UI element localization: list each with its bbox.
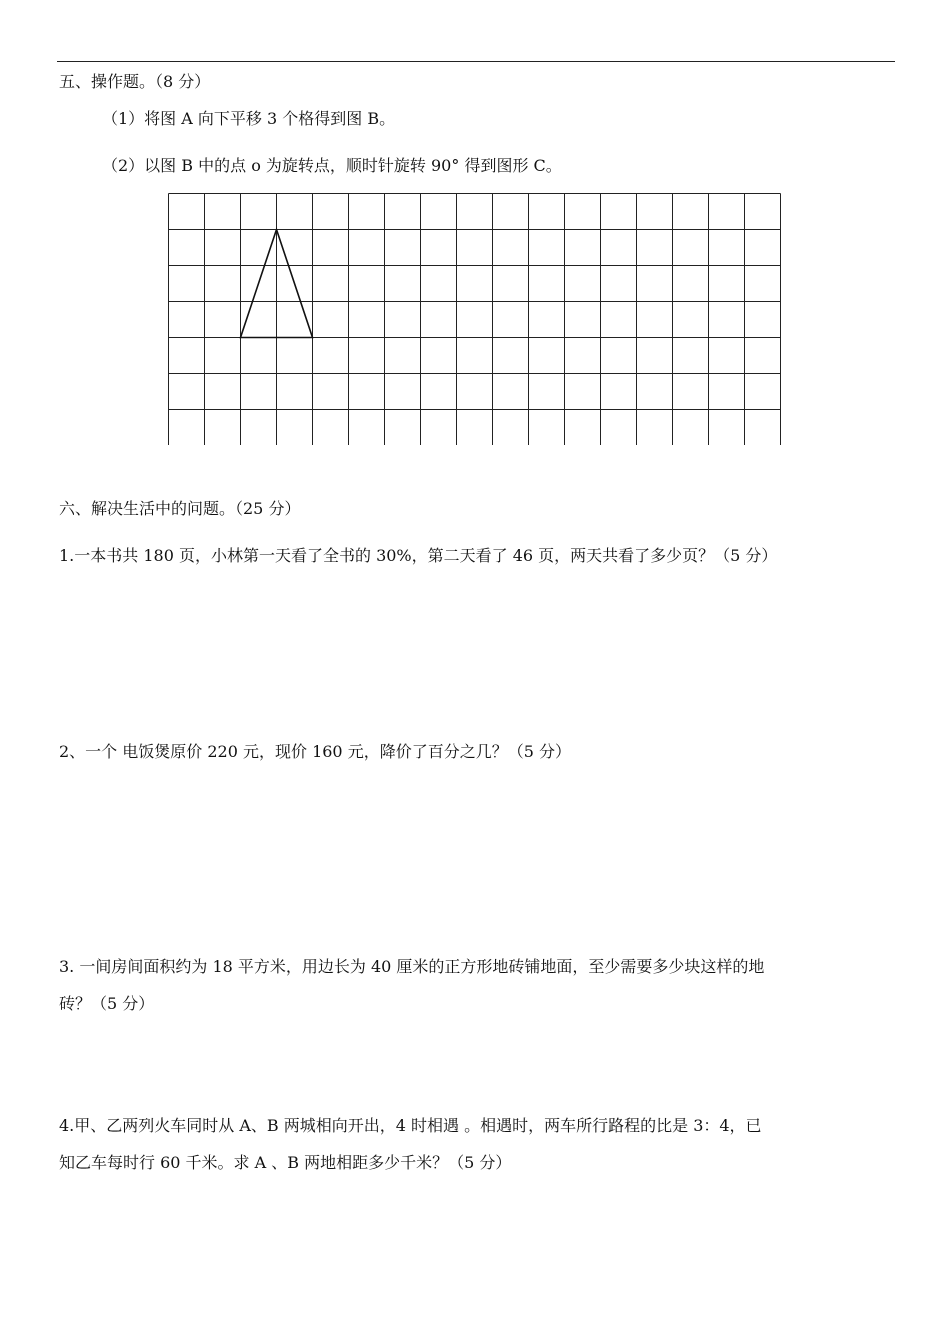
problem-3-line-1: 3. 一间房间面积约为 18 平方米，用边长为 40 厘米的正方形地砖铺地面，至少需要多少块这样的地 (59, 957, 765, 976)
square-grid (168, 193, 784, 445)
section-5-question-1: （1）将图 A 向下平移 3 个格得到图 B。 (102, 109, 396, 128)
section-6-title: 六、解决生活中的问题。（25 分） (59, 499, 301, 518)
top-rule (57, 61, 895, 62)
problem-4-line-2: 知乙车每时行 60 千米。求 A 、B 两地相距多少千米？（5 分） (59, 1153, 512, 1172)
problem-3-line-2: 砖？（5 分） (59, 994, 155, 1013)
problem-1: 1.一本书共 180 页，小林第一天看了全书的 30%，第二天看了 46 页，两天共看了多少页？（5 分） (59, 546, 778, 565)
section-5-question-2: （2）以图 B 中的点 o 为旋转点，顺时针旋转 90° 得到图形 C。 (102, 156, 562, 175)
problem-2: 2、一个 电饭煲原价 220 元，现价 160 元，降价了百分之几？（5 分） (59, 742, 571, 761)
grid-figure (168, 193, 784, 445)
section-5-title: 五、操作题。（8 分） (59, 72, 211, 91)
problem-4-line-1: 4.甲、乙两列火车同时从 A、B 两城相向开出，4 时相遇 。相遇时，两车所行路程的比是 3：4，已 (59, 1116, 762, 1135)
